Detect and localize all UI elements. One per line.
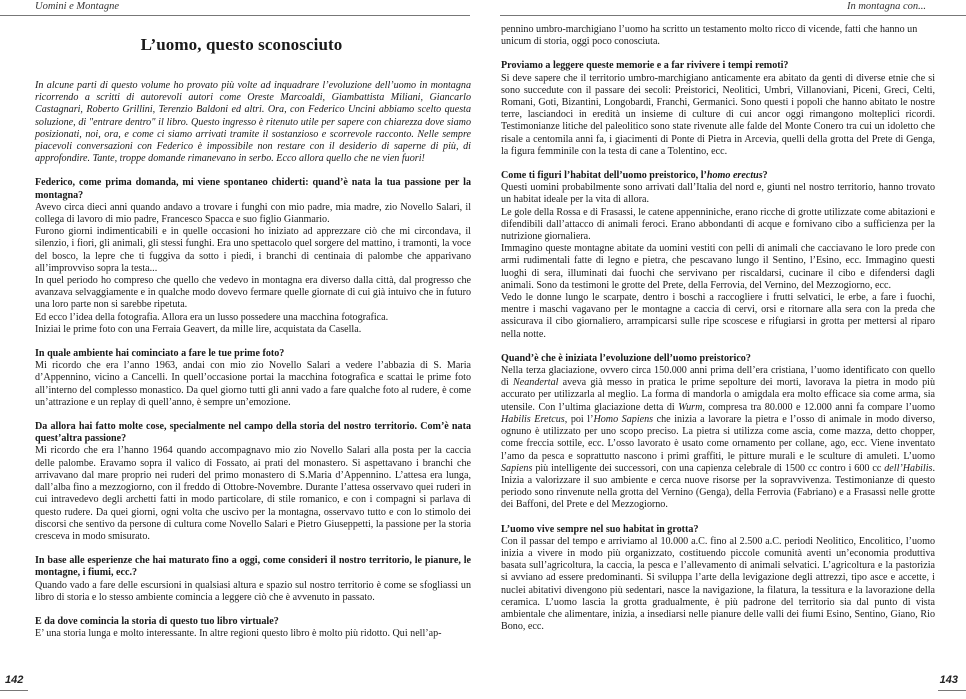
- question-text: ?: [762, 170, 768, 182]
- italic-term: Homo Sapiens: [593, 413, 654, 425]
- question: E da dove comincia la storia di questo tuo libro virtuale?: [35, 615, 279, 627]
- answer-text: Nella terza glaciazione, ovvero circa 150.000 anni prima dell’era cristiana, l’uomo identificato con quello di: [501, 365, 935, 389]
- question: In quale ambiente hai cominciato a fare le tue prime foto?: [35, 348, 285, 360]
- answer-paragraph: Ed ecco l’idea della fotografia. Allora era un lusso possedere una macchina fotografica.: [35, 311, 389, 323]
- qa-block: [35, 555, 471, 604]
- answer-paragraph: Avevo circa dieci anni quando andavo a trovare i funghi con mio padre, mia madre, zio Novello Salari, il collega di lavoro di mio padre, Francesco Spacca e suo figlio Gianmario.: [35, 201, 471, 226]
- italic-term: Habilis Eretcus: [501, 413, 565, 425]
- answer-paragraph: In quel periodo ho compreso che quello che vedevo in montagna era diverso dalla città, dal progresso che avanzava selvaggiamente e in qualche modo dovevo fermare quelle giornate di cui già intuivo che in futuro una loro parte non si sarebbe ripetuta.: [35, 275, 471, 311]
- answer-text: che inizia a lavorare la pietra e l’osso di animale in modo diverso, ognuno è utilizzato per uno scopo preciso. La pietra si utilizza come ascia, come mazza, detto chopper, come freccia sottile, ecc. L’osso lavorato è usato come ornamento per collane, ago, ecc. Viene inventato l’amo da pesca e soprattutto nascono i primi graffiti, le pitture murali e le sculture di amuleti. L’uomo: [501, 413, 935, 462]
- running-head-right: In montagna con...: [846, 1, 926, 12]
- answer-paragraph: E’ una storia lunga e molto interessante. In altre regioni questo libro è molto più ridotto. Qui nell’ap-: [35, 628, 442, 640]
- question: Quand’è che è iniziata l’evoluzione dell’uomo preistorico?: [501, 352, 751, 364]
- right-text-column: [501, 24, 935, 645]
- qa-block: [501, 353, 935, 512]
- answer-paragraph: Quando vado a fare delle escursioni in qualsiasi altura e spazio sul nostro territorio è come se sfogliassi un libro di storia e lo stesso ambiente comincia a leggere ciò che è avvenuto in passato.: [35, 579, 471, 603]
- answer-paragraph: Mi ricordo che era l’hanno 1964 quando accompagnavo mio zio Novello Salari alla posta per la caccia delle palombe. Eravamo sopra il valico di Fossato, ai prati del monastero. Si aspettavano i branchi che arrivavano dal mare proprio nei ruderi del primo monastero di S.Maria d’Appennino. L’attesa era lunga, dall’alba fino a mezzogiorno, con il freddo di Ottobre-Novembre. Durante l’attesa osservavo quei ruderi in cui intravedevo degli archetti fatti in modo particolare, di stile romanico, e con i compagni si parlava di questo rudere. Da quei giorni, ogni volta che uscivo per la montagna, osservavo tutto e con lo stimolo dei discorsi che sentivo da persone di cultura come Novello Salari e Pietro Giuseppetti, la passione per la storia cresceva in modo smisurato.: [35, 445, 471, 542]
- answer-paragraph: Vedo le donne lungo le scarpate, dentro i boschi a raccogliere i frutti selvatici, le erbe, a fare i fuochi, mentre i maschi vagavano per le montagne a caccia di cervi, orsi e ritornare alla sera con la preda che assicurava il cibo giornaliero, arrampicarsi sulle ripe scoscese e rifugiarsi in grotta per mettersi al riparo nella notte.: [501, 292, 935, 340]
- qa-block: [35, 616, 471, 640]
- question: Proviamo a leggere queste memorie e a far rivivere i tempi remoti?: [501, 60, 789, 72]
- answer-text: . Inizia a valorizzare il suo ambiente e cerca nuove risorse per la sopravvivenza. Testimonianze di questo periodo sono rinvenute nella grotta del Vernino (Genga), della Ferrovia (Fabriano) e a Frasassi nelle grotte dei Baffoni, del Prete e del Mezzogiorno.: [501, 462, 935, 511]
- left-text-column: [35, 80, 471, 652]
- header-rule: [500, 15, 966, 16]
- intro-paragraph: In alcune parti di questo volume ho provato più volte ad inquadrare l’evoluzione dell’uomo in montagna ricorrendo a scritti di autorevoli autori come Oreste Marcoaldi, Giambattista Miliani, Giancarlo Castagnari, Roberto Grillini, Terenzio Baldoni ed altri. Ora, con Federico Uncini abbiamo scelto questa soluzione, di "entrare dentro" il libro. Questo ingresso è ritenuto utile per sapere con chiarezza dove siamo posizionati, noi, ora, e come ci siamo arrivati tramite il sostanzioso e scorrevole racconto. Nelle sempre piacevoli conversazioni con Federico è impossibile non restare con il desiderio di saperne di più, di approfondire. Tante, troppe domande rimanevano in serbo. Ecco allora quello che ne vien fuori!: [35, 80, 471, 165]
- qa-block: [501, 170, 935, 341]
- right-page: [483, 0, 966, 699]
- question: [501, 170, 935, 182]
- question-italic-term: homo erectus: [706, 170, 763, 182]
- question: Da allora hai fatto molte cose, specialmente nel campo della storia del nostro territorio. Com’è nata quest’altra passione?: [35, 421, 471, 445]
- qa-block: [501, 60, 935, 158]
- italic-term: Neandertal: [513, 377, 559, 389]
- page-number: 143: [939, 674, 958, 686]
- page-number-rule: [0, 690, 28, 691]
- answer-text: aveva già messo in pratica le prime sepolture dei morti, lavorava la pietra in modo più accurato per utilizzarla al meglio. La forma di mandorla o amigdala era molto efficace sia come arma, sia utensile. Con l’ultima glaciazione detta di: [501, 377, 935, 413]
- header-rule: [0, 15, 470, 16]
- answer-paragraph: Immagino queste montagne abitate da uomini vestiti con pelli di animali che cacciavano le loro prede con armi rudimentali fatte di legno e pietra, che pescavano lungo il Sentino, l’Esino, ecc. Immagino questi luoghi di sera, illuminati dai fuochi che servivano per riscaldarsi, cucinare il cibo e difendersi dagli animali. Sono da testimoni le grotte del Prete, della Ferrovia, del Vernino, del Mezzogiorno, ecc.: [501, 243, 935, 291]
- continuation-paragraph: pennino umbro-marchigiano l’uomo ha scritto un testamento molto ricco di vicende, fatti che hanno un unicum di storia, oggi poco conosciuta.: [501, 24, 918, 48]
- chapter-title: L’uomo, questo sconosciuto: [140, 35, 343, 54]
- answer-paragraph: Le gole della Rossa e di Frasassi, le catene appenniniche, erano ricche di grotte utilizzate come abitazioni e difendibili dall’attacco di animali feroci. Erano abbondanti di acque e fornivano cibo a sufficienza per la nutrizione giornaliera.: [501, 206, 935, 243]
- italic-term: Sapiens: [501, 462, 533, 474]
- running-head-left: Uomini e Montagne: [35, 1, 119, 12]
- question: L’uomo vive sempre nel suo habitat in grotta?: [501, 523, 699, 535]
- answer-paragraph: Mi ricordo che era l’anno 1963, andai con mio zio Novello Salari a vedere l’abbazia di S. Maria d’Appennino, vicino a Cancelli. In quell’occasione portai la macchina fotografica e scattai le prime foto all’interno del complesso monastico. Da quel giorno tutti gli anni vado a fare qualche foto al rudere, è come un’attrazione e un replay di quell’anno, è sempre un’emozione.: [35, 360, 471, 408]
- page-number-rule: [938, 690, 966, 691]
- qa-block: [35, 348, 471, 409]
- answer-text: più intelligente dei successori, con una capienza celebrale di 1500 cc contro i 600 cc: [532, 462, 885, 474]
- qa-block: [35, 177, 471, 336]
- answer-paragraph: [501, 365, 935, 511]
- page-number: 142: [5, 674, 24, 686]
- answer-paragraph: Iniziai le prime foto con una Ferraia Geavert, da mille lire, acquistata da Casella.: [35, 323, 362, 335]
- qa-block: [501, 524, 935, 634]
- answer-text: compresa tra 80.000 e 12.000 anni fa compare l’uomo: [704, 401, 936, 413]
- answer-paragraph: Questi uomini probabilmente sono arrivati dall’Italia del nord e, giunti nel nostro territorio, hanno trovato un habitat ideale per la vita di allora.: [501, 182, 935, 206]
- italic-term: dell’Habilis: [884, 462, 933, 474]
- answer-text: , poi l’: [564, 413, 594, 425]
- answer-paragraph: Furono giorni indimenticabili e in quelle occasioni ho iniziato ad apprezzare ciò che mi circondava, il silenzio, i fiori, gli animali, gli stessi funghi. Era uno spettacolo quel sorgere del mattino, i tramonti, la voce del bosco, la lepre che ti fuggiva da sotto i piedi, i branchi di centinaia di palombe che apparivano all’improvviso sopra la testa...: [35, 226, 471, 274]
- qa-block: [35, 421, 471, 543]
- answer-paragraph: Si deve sapere che il territorio umbro-marchigiano anticamente era abitato da genti di diverse etnie che si sono succedute con il passare dei secoli: Preistorici, Neolitici, Umbri, Villanoviani, Piceni, Greci, Celti, Romani, Goti, Bizantini, Longobardi, Franchi, Germanici. Sono questi i popoli che hanno abitato le nostre terre, lasciandoci in eredità un insieme di culture di cui ancor oggi rimangono molteplici ricordi. Testimonianze litiche del paleolitico sono state rivenute alle falde del Monte Conero tra cui un idoletto che risale a centomila anni fa, i giacimenti di Ponte di Pietra in Arcevia, quelli della grotta del Prete di Genga, la figura femminile con la testa di cane a Tolentino, ecc.: [501, 72, 935, 157]
- question-text: Come ti figuri l’habitat dell’uomo preistorico, l’: [501, 170, 707, 182]
- italic-term: Wurm,: [678, 401, 705, 413]
- question: Federico, come prima domanda, mi viene spontaneo chiderti: quand’è nata la tua passione per la montagna?: [35, 177, 471, 201]
- question: In base alle esperienze che hai maturato fino a oggi, come consideri il nostro territorio, le pianure, le montagne, i fiumi, ecc.?: [35, 555, 471, 579]
- answer-paragraph: Con il passar del tempo e arriviamo al 10.000 a.C. fino al 2.500 a.C. periodi Neolitico, Encolitico, l’uomo inizia a vivere in modo più organizzato, costituendo piccole comunità aventi un’economia produttiva basata sull’agricoltura, la caccia, la pesca e l’allevamento di animali selvatici. L’agricoltura e la pastorizia si avviano ad essere predominanti. Si sviluppa l’arte della levigazione degli attrezzi, tipo asce e accette, i nuclei abitativi divengono più sedentari, nasce la navigazione, la filatura, la tessitura e la lavorazione della ceramica. L’uomo lascia la grotta gradualmente, è più padrone del territorio sia dal punto di vista ambientale che alimentare, inizia, a insediarsi nelle pianure delle valli dei fiumi Esino, Sentino, Giano, Rio Bono, ecc.: [501, 535, 935, 633]
